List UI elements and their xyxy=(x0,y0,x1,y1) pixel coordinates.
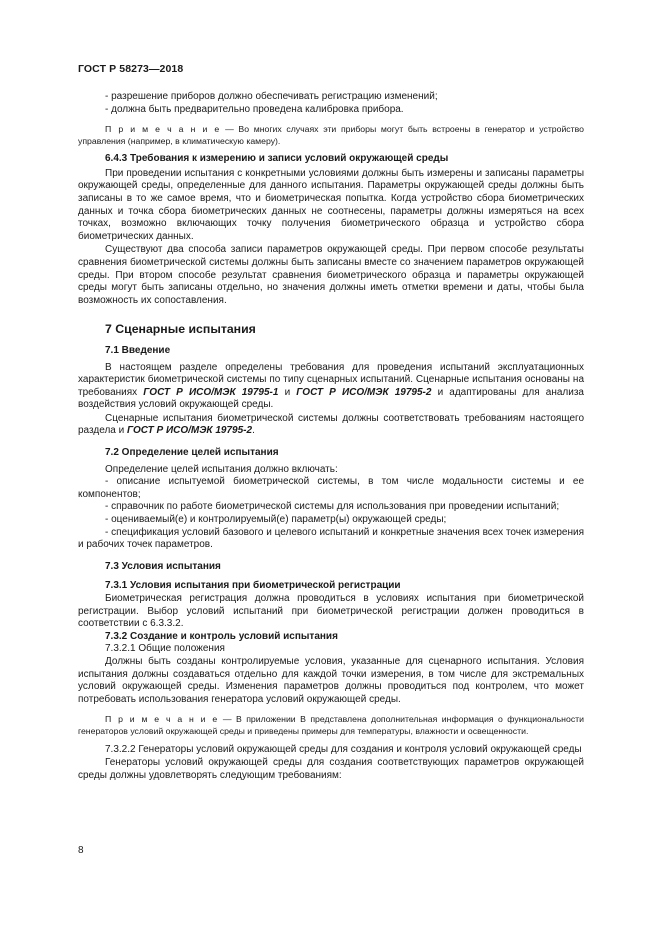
text-run: Сценарные испытания биометрической системы должны соответствовать требованиям настоящего раздела и xyxy=(78,412,584,437)
standard-reference: ГОСТ Р ИСО/МЭК 19795-2 xyxy=(126,425,253,437)
text-run: . xyxy=(252,425,255,437)
list-item: - спецификация условий базового и целевого испытаний и конкретные значения всех точек измерения и рабочих точек параметров. xyxy=(78,526,584,551)
paragraph: Биометрическая регистрация должна проводиться в условиях испытания при биометрической регистрации. Выбор условий испытаний при биометрической регистрации должен проводиться в соответствии с 6.3.3.2. xyxy=(78,593,584,630)
note-label: П р и м е ч а н и е xyxy=(105,714,219,725)
paragraph: Определение целей испытания должно включать: xyxy=(105,463,338,475)
body-text xyxy=(78,91,584,782)
paragraph: При проведении испытания с конкретными условиями должны быть измерены и записаны параметры окружающей среды, определенные для данного испытания. Параметры окружающей среды должны быть записаны в то же самое время, что и биометрическая попытка. Когда устройство сбора биометрических данных и точка сбора биометрических данных не соотнесены, параметры должны измеряться на всех точках, возможно включающих точку получения биометрического образца и устройство сбора биометрических данных. xyxy=(78,167,584,242)
note-text: — В приложении В представлена дополнительная информация о функциональности генераторов условий окружающей среды и приведены примеры для температуры, влажности и освещенности. xyxy=(78,714,584,736)
section-heading-7-3-1: 7.3.1 Условия испытания при биометрической регистрации xyxy=(105,580,401,592)
list-item: - оцениваемый(е) и контролируемый(е) параметр(ы) окружающей среды; xyxy=(105,514,447,526)
section-heading-7-2: 7.2 Определение целей испытания xyxy=(105,447,279,459)
paragraph: Должны быть созданы контролируемые условия, указанные для сценарного испытания. Условия испытания должны создаваться отдельно для каждой точки измерения, в том числе для экстремальных условий окружающей среды. Изменения параметров должны проводиться под контролем, что может потребовать использования генератора условий окружающей среды. xyxy=(78,655,584,705)
note xyxy=(78,714,584,737)
paragraph: 7.3.2.2 Генераторы условий окружающей среды для создания и контроля условий окружающей среды xyxy=(105,744,582,756)
list-item: - описание испытуемой биометрической системы, в том числе модальности системы и ее компонентов; xyxy=(78,476,584,500)
section-heading-6-4-3: 6.4.3 Требования к измерению и записи условий окружающей среды xyxy=(105,153,449,165)
note-text: — Во многих случаях эти приборы могут быть встроены в генератор и устройство управления (например, в климатическую камеру). xyxy=(78,124,584,146)
paragraph xyxy=(78,362,584,412)
text-run: и адаптированы для анализа воздействия условий окружающей среды. xyxy=(78,386,584,411)
section-heading-7: 7 Сценарные испытания xyxy=(105,322,256,337)
note-label: П р и м е ч а н и е xyxy=(105,124,221,135)
section-heading-7-3-2: 7.3.2 Создание и контроль условий испытания xyxy=(105,630,338,642)
text-run: и xyxy=(278,386,297,398)
standard-reference: ГОСТ Р ИСО/МЭК 19795-2 xyxy=(296,386,432,398)
list-item: - разрешение приборов должно обеспечивать регистрацию изменений; xyxy=(105,91,438,102)
subsection-heading-7-3-2-1: 7.3.2.1 Общие положения xyxy=(105,643,225,655)
note xyxy=(78,124,584,147)
page-number: 8 xyxy=(78,845,84,856)
list-item: - должна быть предварительно проведена калибровка прибора. xyxy=(105,103,404,115)
paragraph xyxy=(78,413,584,438)
section-heading-7-1: 7.1 Введение xyxy=(105,344,171,356)
section-heading-7-3: 7.3 Условия испытания xyxy=(105,560,221,572)
list-item: - справочник по работе биометрической системы для использования при проведении испытаний; xyxy=(105,501,560,513)
text-run: В настоящем разделе определены требования для проведения испытаний эксплуатационных характеристик биометрической системы по типу сценарных испытаний. Сценарные испытания основаны на требованиях xyxy=(78,361,584,398)
paragraph: Существуют два способа записи параметров окружающей среды. При первом способе результаты сравнения биометрической системы должны быть записаны вместе со значением параметров окружающей среды. При втором способе результат сравнения биометрического образца и параметры окружающей среды могут быть записаны отдельно, но значения должны иметь отметки времени и даты, чтобы была возможность их сопоставления. xyxy=(78,244,584,306)
paragraph: Генераторы условий окружающей среды для создания соответствующих параметров окружающей среды должны удовлетворять следующим требованиям: xyxy=(78,756,584,781)
running-header: ГОСТ Р 58273—2018 xyxy=(78,63,184,75)
standard-reference: ГОСТ Р ИСО/МЭК 19795-1 xyxy=(143,386,279,398)
